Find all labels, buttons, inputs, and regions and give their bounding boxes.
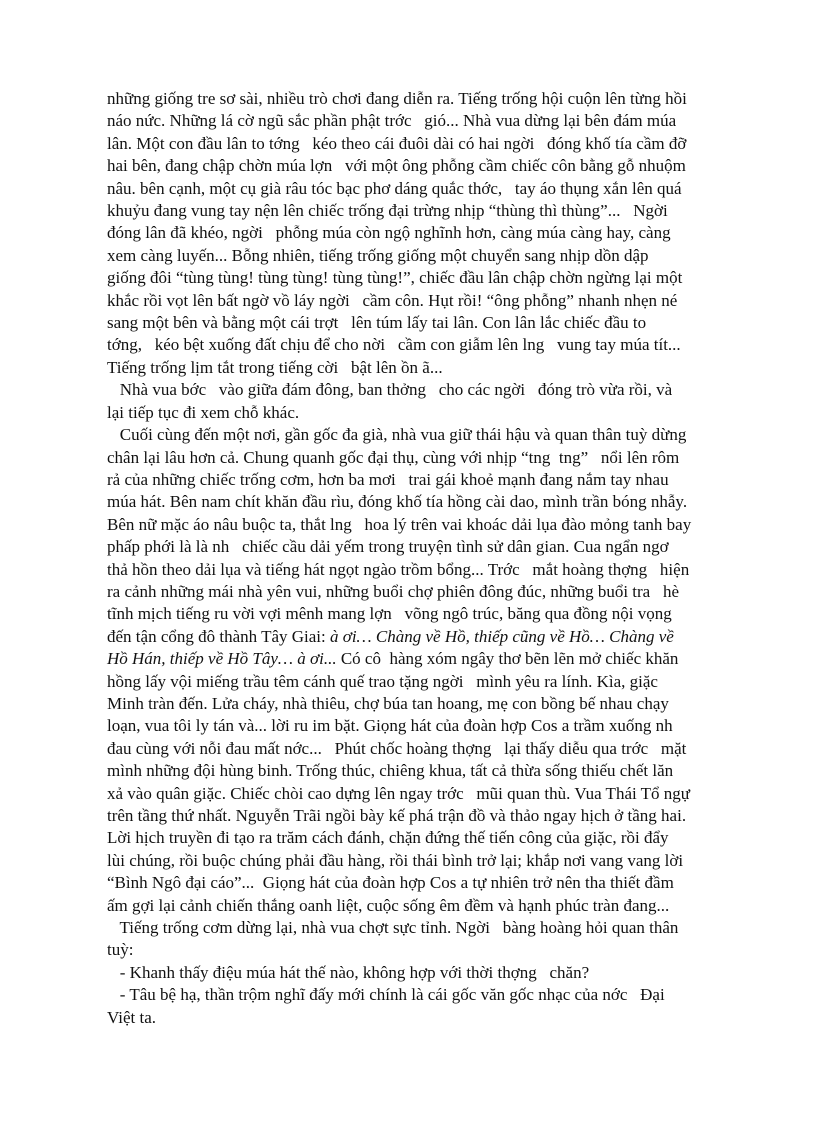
line-text: Lời hịch truyền đi tạo ra trăm cách đánh, chặn đứng thế tiến công của giặc, rồi đẩy: [107, 828, 669, 848]
text-line: [107, 424, 761, 446]
line-text: loạn, vua tôi ly tán và... lời ru im bặt. Giọng hát của đoàn hợp Cos a trầm xuống nh: [107, 716, 673, 736]
line-text: khắc rồi vọt lên bất ngờ vồ láy ngời cầm côn. Hụt rồi! “ông phỗng” nhanh nhẹn né: [107, 290, 678, 310]
text-line: [107, 222, 761, 244]
line-text: nâu. bên cạnh, một cụ già râu tóc bạc phơ dáng quắc thớc, tay áo thụng xắn lên quá: [107, 178, 682, 198]
text-line: [107, 536, 761, 558]
line-text: tĩnh mịch tiếng ru vời vợi mênh mang lợn võng ngô trúc, băng qua đồng nội vọng: [107, 604, 672, 624]
text-line: [107, 715, 761, 737]
text-line: [107, 805, 761, 827]
line-text: hồng lấy vội miếng trầu têm cánh quế trao tặng ngời mình yêu ra lính. Kìa, giặc: [107, 671, 658, 691]
line-text: Cuối cùng đến một nơi, gần gốc đa già, nhà vua giữ thái hậu và quan thân tuỳ dừng: [107, 425, 687, 445]
text-line: [107, 491, 761, 513]
line-text: trên tầng thứ nhất. Nguyễn Trãi ngồi bày kế phá trận đồ và thảo ngay hịch ở tầng hai.: [107, 806, 687, 825]
text-line: [107, 245, 761, 267]
line-text: rả của những chiếc trống cơm, hơn ba mơi trai gái khoẻ mạnh đang nắm tay nhau: [107, 469, 669, 489]
text-line: [107, 671, 761, 693]
text-line: [107, 312, 761, 334]
line-text: ấm gợi lại cảnh chiến thắng oanh liệt, cuộc sống êm đềm và hạnh phúc tràn đang...: [107, 895, 670, 915]
line-text: múa hát. Bên nam chít khăn đầu rìu, đóng khố tía hồng cài dao, mình trần bóng nhẫy.: [107, 492, 688, 512]
line-text: “Bình Ngô đại cáo”... Giọng hát của đoàn hợp Cos a tự nhiên trở nên tha thiết đầm: [107, 873, 674, 893]
text-line: [107, 290, 761, 312]
line-text: phấp phới là là nh chiếc cầu dải yếm trong truyện tình sử dân gian. Cua ngẩn ngơ: [107, 537, 669, 557]
text-line: [107, 559, 761, 581]
text-line: [107, 155, 761, 177]
line-text: đến tận cổng đô thành Tây Giai:: [107, 626, 330, 646]
text-line: [107, 895, 761, 917]
line-text: đau cùng với nỗi đau mất nớc... Phút chốc hoàng thợng lại thấy diễu qua trớc mặt: [107, 738, 687, 758]
text-line: [107, 200, 761, 222]
line-text: - Tâu bệ hạ, thần trộm nghĩ đấy mới chính là cái gốc văn gốc nhạc của nớc Đại: [107, 985, 665, 1005]
text-line: [107, 626, 761, 648]
line-text: chân lại lâu hơn cả. Chung quanh gốc đại thụ, cùng với nhịp “tng tng” nổi lên rôm: [107, 447, 680, 467]
line-text-after: Có cô hàng xóm ngây thơ bẽn lẽn mở chiếc khăn: [336, 649, 679, 669]
text-line: [107, 402, 761, 424]
text-line: [107, 357, 761, 379]
text-line: [107, 962, 761, 984]
line-text: giống đôi “tùng tùng! tùng tùng! tùng tùng!”, chiếc đầu lân chập chờn ngừng lại một: [107, 268, 683, 288]
line-text: đóng lân đã khéo, ngời phỗng múa còn ngộ nghĩnh hơn, càng múa càng hay, càng: [107, 223, 671, 243]
line-text: Tiếng trống lịm tắt trong tiếng cời bật lên ồn ã...: [107, 357, 443, 377]
document-page: [107, 88, 761, 1029]
line-text: lân. Một con đầu lân to tớng kéo theo cái đuôi dài có hai ngời đóng khố tía cầm đỡ: [107, 133, 687, 153]
text-line: [107, 178, 761, 200]
line-text: sang một bên và bằng một cái trợt lên túm lấy tai lân. Con lân lắc chiếc đầu to: [107, 313, 647, 333]
line-text: Tiếng trống cơm dừng lại, nhà vua chợt sực tỉnh. Ngời bàng hoàng hỏi quan thân: [107, 918, 679, 938]
text-line: [107, 939, 761, 961]
line-text: thả hồn theo dải lụa và tiếng hát ngọt ngào trồm bổng... Trớc mắt hoàng thợng hiện: [107, 559, 690, 579]
text-line: [107, 1007, 761, 1029]
text-line: [107, 984, 761, 1006]
text-line: [107, 603, 761, 625]
line-text: Bên nữ mặc áo nâu buộc ta, thắt lng hoa lý trên vai khoác dải lụa đào mỏng tanh bay: [107, 514, 692, 534]
text-line: [107, 783, 761, 805]
line-text: xem càng luyến... Bỗng nhiên, tiếng trống giống một chuyển sang nhịp dồn dập: [107, 245, 649, 265]
text-line: [107, 760, 761, 782]
line-text: lùi chúng, rồi buộc chúng phải đầu hàng, rồi thái bình trở lại; khắp nơi vang vang lời: [107, 850, 684, 870]
line-text: tuỳ:: [107, 940, 134, 960]
text-line: [107, 872, 761, 894]
line-text: xả vào quân giặc. Chiếc chòi cao dựng lên ngay trớc mũi quan thù. Vua Thái Tổ ngự: [107, 783, 691, 803]
text-line: [107, 827, 761, 849]
line-italic-text: à ơi… Chàng về Hồ, thiếp cũng về Hồ… Chàng về: [330, 626, 674, 646]
line-text: mình những đội hùng binh. Trống thúc, chiêng khua, tất cả thừa sống thiếu chết lăn: [107, 761, 674, 781]
text-line: [107, 850, 761, 872]
line-text: những giống tre sơ sài, nhiều trò chơi đang diễn ra. Tiếng trống hội cuộn lên từng hồi: [107, 89, 687, 108]
line-text: náo nức. Những lá cờ ngũ sắc phần phật trớc gió... Nhà vua dừng lại bên đám múa: [107, 111, 677, 131]
line-text: Minh tràn đến. Lửa cháy, nhà thiêu, chợ búa tan hoang, mẹ con bồng bế nhau chạy: [107, 693, 669, 713]
text-line: [107, 447, 761, 469]
line-text: ra cảnh những mái nhà yên vui, những buổi chợ phiên đông đúc, những buổi tra hè: [107, 581, 680, 601]
text-line: [107, 514, 761, 536]
text-line: [107, 379, 761, 401]
line-text: Việt ta.: [107, 1007, 157, 1027]
line-text: lại tiếp tục đi xem chỗ khác.: [107, 402, 300, 422]
line-text: Nhà vua bớc vào giữa đám đông, ban thởng cho các ngời đóng trò vừa rồi, và: [107, 380, 673, 400]
line-text: khuỷu đang vung tay nện lên chiếc trống đại trừng nhịp “thùng thì thùng”... Ngời: [107, 201, 668, 221]
line-text: tớng, kéo bệt xuống đất chịu để cho nời cầm con giẫm lên lng vung tay múa tít...: [107, 335, 681, 355]
text-line: [107, 917, 761, 939]
text-line: [107, 469, 761, 491]
text-line: [107, 738, 761, 760]
text-line: [107, 693, 761, 715]
text-line: [107, 648, 761, 670]
line-text: - Khanh thấy điệu múa hát thế nào, không hợp với thời thợng chăn?: [107, 962, 590, 982]
text-line: [107, 133, 761, 155]
text-line: [107, 334, 761, 356]
text-line: [107, 88, 761, 110]
line-text: hai bên, đang chập chờn múa lợn với một ông phỗng cầm chiếc côn bằng gỗ nhuộm: [107, 156, 686, 176]
text-line: [107, 267, 761, 289]
text-line: [107, 581, 761, 603]
line-italic-text: Hồ Hán, thiếp về Hồ Tây… à ơi...: [107, 649, 337, 669]
text-line: [107, 110, 761, 132]
